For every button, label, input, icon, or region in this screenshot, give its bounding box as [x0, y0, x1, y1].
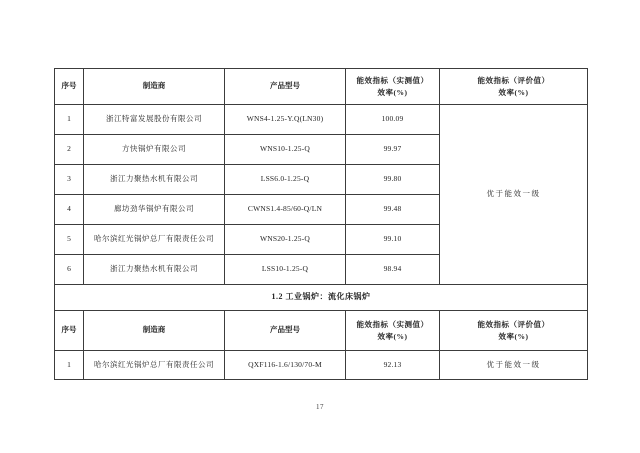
manufacturer-header-cell: 制造商 [84, 69, 225, 105]
serial-cell: 6 [55, 255, 84, 285]
section-title-row [55, 285, 588, 311]
serial-cell: 1 [55, 105, 84, 135]
serial-header-cell: 序号 [55, 69, 84, 105]
measured-value-cell: 99.80 [346, 165, 440, 195]
evaluation-merged-cell: 优于能效一级 [440, 105, 588, 285]
evaluated-header-cell [440, 311, 588, 351]
serial-cell: 2 [55, 135, 84, 165]
model-cell: QXF116-1.6/130/70-M [225, 351, 346, 380]
serial-cell: 4 [55, 195, 84, 225]
measured-value-cell: 99.10 [346, 225, 440, 255]
measured-value-cell: 100.09 [346, 105, 440, 135]
model-cell: WNS20-1.25-Q [225, 225, 346, 255]
manufacturer-cell: 廊坊劲华锅炉有限公司 [84, 195, 225, 225]
boiler-efficiency-table [54, 68, 588, 380]
model-cell: WNS10-1.25-Q [225, 135, 346, 165]
table-row [55, 105, 588, 135]
measured-header-line2: 效率(%) [377, 87, 408, 97]
evaluated-header-cell [440, 69, 588, 105]
serial-cell: 5 [55, 225, 84, 255]
table-row [55, 351, 588, 380]
manufacturer-cell: 浙江力聚热水机有限公司 [84, 255, 225, 285]
model-cell: CWNS1.4-85/60-Q/LN [225, 195, 346, 225]
serial-cell: 3 [55, 165, 84, 195]
evaluated-header-line1: 能效指标（评价值） [477, 75, 550, 85]
table1-header-row [55, 69, 588, 105]
measured-header-line2: 效率(%) [377, 331, 408, 341]
model-cell: LSS6.0-1.25-Q [225, 165, 346, 195]
manufacturer-cell: 哈尔滨红光锅炉总厂有限责任公司 [84, 225, 225, 255]
measured-value-cell: 92.13 [346, 351, 440, 380]
serial-header-cell: 序号 [55, 311, 84, 351]
manufacturer-cell: 浙江力聚热水机有限公司 [84, 165, 225, 195]
evaluation-cell: 优于能效一级 [440, 351, 588, 380]
measured-header-line1: 能效指标（实测值） [356, 75, 429, 85]
evaluated-header-line1: 能效指标（评价值） [477, 319, 550, 329]
measured-value-cell: 98.94 [346, 255, 440, 285]
model-header-cell: 产品型号 [225, 311, 346, 351]
manufacturer-cell: 浙江特富发展股份有限公司 [84, 105, 225, 135]
manufacturer-header-cell: 制造商 [84, 311, 225, 351]
model-cell: WNS4-1.25-Y.Q(LN30) [225, 105, 346, 135]
page-number: 17 [316, 403, 324, 411]
serial-cell: 1 [55, 351, 84, 380]
measured-value-cell: 99.97 [346, 135, 440, 165]
measured-header-cell [346, 69, 440, 105]
manufacturer-cell: 哈尔滨红光锅炉总厂有限责任公司 [84, 351, 225, 380]
measured-value-cell: 99.48 [346, 195, 440, 225]
evaluated-header-line2: 效率(%) [498, 87, 529, 97]
table2-header-row [55, 311, 588, 351]
model-cell: LSS10-1.25-Q [225, 255, 346, 285]
model-header-cell: 产品型号 [225, 69, 346, 105]
measured-header-cell [346, 311, 440, 351]
section-title: 1.2 工业锅炉：流化床锅炉 [55, 285, 588, 311]
manufacturer-cell: 方快锅炉有限公司 [84, 135, 225, 165]
evaluated-header-line2: 效率(%) [498, 331, 529, 341]
measured-header-line1: 能效指标（实测值） [356, 319, 429, 329]
